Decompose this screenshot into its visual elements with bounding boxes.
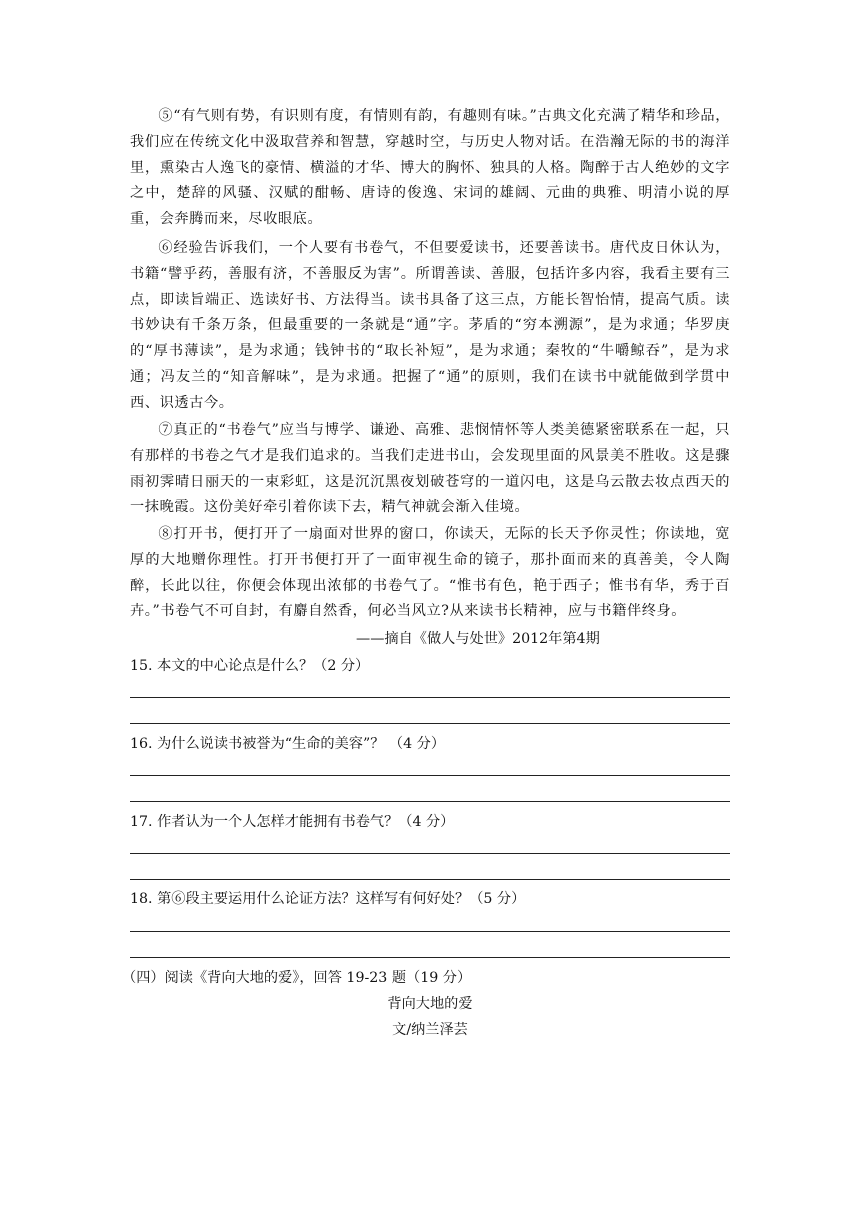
answer-line[interactable] — [130, 853, 730, 854]
question-18: 18. 第⑥段主要运用什么论证方法？这样写有何好处？（5 分） — [130, 891, 526, 907]
answer-line[interactable] — [130, 697, 730, 698]
paragraph-5: ⑤“有气则有势，有识则有度，有情则有韵，有趣则有味。”古典文化充满了精华和珍品，我们应在传统文化中汲取营养和智慧，穿越时空，与历史人物对话。在浩瀚无际的书的海洋里，熏染古人逸飞的豪情、横溢的才华、博大的胸怀、独具的人格。陶醉于古人绝妙的文字之中，楚辞的风骚、汉赋的酣畅、唐诗的俊逸、宋词的雄阔、元曲的典雅、明清小说的厚重，会奔腾而来，尽收眼底。 — [130, 108, 730, 228]
paragraph-7: ⑦真正的“书卷气”应当与博学、谦逊、高雅、悲悯情怀等人类美德紧密联系在一起，只有那样的书卷之气才是我们追求的。当我们走进书山，会发现里面的风景美不胜收。这是骤雨初霁晴日丽天的一束彩虹，这是沉沉黑夜划破苍穹的一道闪电，这是乌云散去妆点西天的一抹晚霞。这份美好牵引着你读下去，精气神就会渐入佳境。 — [130, 422, 730, 516]
answer-line[interactable] — [130, 723, 730, 724]
paragraph-6: ⑥经验告诉我们，一个人要有书卷气，不但要爱读书，还要善读书。唐代皮日休认为，书籍“譬乎药，善服有济，不善服反为害”。所谓善读、善服，包括许多内容，我看主要有三点，即读旨端正、选读好书、方法得当。读书具备了这三点，方能长智怡情，提高气质。读书妙诀有千条万条，但最重要的一条就是“通”字。茅盾的“穷本溯源”，是为求通；华罗庚的“厚书薄读”，是为求通；钱钟书的“取长补短”，是为求通；秦牧的“牛嚼鲸吞”，是为求通；冯友兰的“知音解味”，是为求通。把握了“通”的原则，我们在读书中就能做到学贯中西、识透古今。 — [130, 240, 730, 411]
answer-line[interactable] — [130, 801, 730, 802]
answer-line[interactable] — [130, 931, 730, 932]
article-source: ——摘自《做人与处世》2012年第4期 — [356, 631, 600, 647]
section-heading: （四）阅读《背向大地的爱》，回答 19-23 题（19 分） — [122, 970, 472, 986]
answer-line[interactable] — [130, 879, 730, 880]
question-17: 17. 作者认为一个人怎样才能拥有书卷气？（4 分） — [130, 814, 455, 830]
article-author: 文/纳兰泽芸 — [392, 1022, 468, 1038]
answer-line[interactable] — [130, 957, 730, 958]
paragraph-8: ⑧打开书，便打开了一扇面对世界的窗口，你读天，无际的长天予你灵性；你读地，宽厚的大地赠你理性。打开书便打开了一面审视生命的镜子，那扑面而来的真善美，令人陶醉，长此以往，你便会体现出浓郁的书卷气了。“惟书有色，艳于西子；惟书有华，秀于百卉。”书卷气不可自封，有麝自然香，何必当风立?从来读书长精神，应与书籍伴终身。 — [130, 526, 730, 620]
question-16: 16. 为什么说读书被誉为“生命的美容”？ （4 分） — [130, 736, 446, 752]
answer-line[interactable] — [130, 775, 730, 776]
article-title: 背向大地的爱 — [387, 996, 473, 1012]
question-15: 15. 本文的中心论点是什么？（2 分） — [130, 658, 370, 674]
